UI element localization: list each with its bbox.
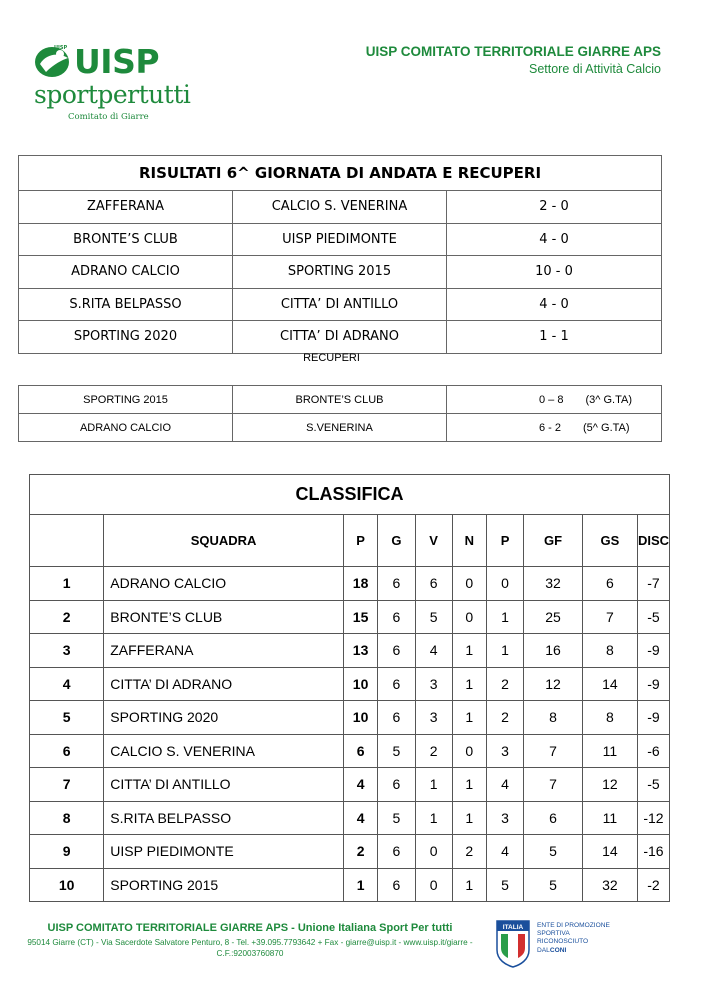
- cell-gf: 25: [524, 600, 583, 634]
- cell-g: 6: [378, 768, 415, 802]
- cell-gf: 6: [524, 801, 583, 835]
- score: 1 - 1: [447, 321, 662, 354]
- table-row: [19, 223, 662, 256]
- cell-pos: 3: [30, 634, 104, 668]
- table-row: [30, 600, 670, 634]
- cell-gf: 32: [524, 567, 583, 601]
- cell-disc: -9: [637, 634, 669, 668]
- cell-team: UISP PIEDIMONTE: [104, 835, 344, 869]
- cell-g: 5: [378, 734, 415, 768]
- table-row: [30, 768, 670, 802]
- footer-address: 95014 Giarre (CT) - Via Sacerdote Salvatore Penturo, 8 - Tel. +39.095.7793642 + Fax - giarre@uisp.it - www.uisp.it/giarre - C.F.:92003760870: [27, 938, 473, 959]
- away-team: SPORTING 2015: [233, 256, 447, 289]
- cell-gf: 7: [524, 734, 583, 768]
- cell-gf: 12: [524, 667, 583, 701]
- italia-coni-shield-icon: [496, 920, 530, 968]
- cell-p: 6: [343, 734, 377, 768]
- cell-l: 2: [486, 667, 523, 701]
- org-subtitle: Settore di Attività Calcio: [528, 62, 661, 76]
- score-cell: [447, 414, 662, 442]
- cell-n: 1: [452, 868, 486, 902]
- cell-v: 4: [415, 634, 452, 668]
- table-row: [19, 288, 662, 321]
- cell-l: 0: [486, 567, 523, 601]
- score: 4 - 0: [447, 288, 662, 321]
- cell-p: 2: [343, 835, 377, 869]
- cell-gs: 12: [582, 768, 637, 802]
- away-team: S.VENERINA: [233, 414, 447, 442]
- cell-gf: 7: [524, 768, 583, 802]
- cell-l: 5: [486, 868, 523, 902]
- coni-text: ENTE DI PROMOZIONE SPORTIVA RICONOSCIUTO DALCONI: [537, 922, 610, 954]
- header-l: P: [486, 515, 523, 567]
- table-row: [19, 386, 662, 414]
- cell-team: SPORTING 2020: [104, 701, 344, 735]
- home-team: ADRANO CALCIO: [19, 414, 233, 442]
- org-header: [366, 44, 661, 76]
- cell-g: 5: [378, 801, 415, 835]
- cell-pos: 4: [30, 667, 104, 701]
- cell-p: 1: [343, 868, 377, 902]
- cell-gs: 8: [582, 634, 637, 668]
- home-team: ADRANO CALCIO: [19, 256, 233, 289]
- away-team: CITTA’ DI ANTILLO: [233, 288, 447, 321]
- standings-header: [30, 515, 670, 567]
- cell-l: 2: [486, 701, 523, 735]
- standings-table: [29, 474, 670, 902]
- header-squadra: SQUADRA: [104, 515, 344, 567]
- cell-g: 6: [378, 600, 415, 634]
- score: 6 - 2: [539, 421, 562, 434]
- cell-v: 1: [415, 801, 452, 835]
- table-row: [30, 868, 670, 902]
- header-pos: [30, 515, 104, 567]
- table-row: [30, 701, 670, 735]
- header-g: G: [378, 515, 415, 567]
- score: 0 – 8: [539, 393, 564, 406]
- cell-pos: 8: [30, 801, 104, 835]
- home-team: BRONTE’S CLUB: [19, 223, 233, 256]
- round-note: (3^ G.TA): [585, 393, 632, 406]
- cell-pos: 7: [30, 768, 104, 802]
- away-team: CITTA’ DI ADRANO: [233, 321, 447, 354]
- logo-sub: Comitato di Giarre: [68, 112, 149, 122]
- cell-gs: 32: [582, 868, 637, 902]
- cell-pos: 6: [30, 734, 104, 768]
- table-row: [30, 667, 670, 701]
- table-row: [19, 191, 662, 224]
- cell-gs: 7: [582, 600, 637, 634]
- cell-p: 4: [343, 801, 377, 835]
- org-title: UISP COMITATO TERRITORIALE GIARRE APS: [365, 44, 661, 59]
- header-p: P: [343, 515, 377, 567]
- table-row: [19, 414, 662, 442]
- cell-p: 10: [343, 667, 377, 701]
- cell-gf: 5: [524, 868, 583, 902]
- cell-v: 0: [415, 868, 452, 902]
- table-row: [30, 734, 670, 768]
- cell-n: 1: [452, 701, 486, 735]
- cell-pos: 10: [30, 868, 104, 902]
- cell-p: 13: [343, 634, 377, 668]
- cell-p: 10: [343, 701, 377, 735]
- score: 4 - 0: [447, 223, 662, 256]
- cell-disc: -5: [637, 768, 669, 802]
- header-gs: GS: [582, 515, 637, 567]
- cell-l: 3: [486, 734, 523, 768]
- cell-disc: -9: [637, 701, 669, 735]
- table-row: [19, 256, 662, 289]
- cell-g: 6: [378, 667, 415, 701]
- cell-g: 6: [378, 634, 415, 668]
- recuperi-table: [18, 385, 662, 442]
- round-note: (5^ G.TA): [583, 421, 630, 434]
- cell-n: 0: [452, 600, 486, 634]
- cell-team: BRONTE’S CLUB: [104, 600, 344, 634]
- cell-l: 4: [486, 768, 523, 802]
- cell-p: 18: [343, 567, 377, 601]
- recuperi-label: RECUPERI: [303, 352, 360, 364]
- table-row: [30, 634, 670, 668]
- cell-g: 6: [378, 701, 415, 735]
- standings-body: [30, 567, 670, 902]
- cell-disc: -2: [637, 868, 669, 902]
- cell-gs: 14: [582, 667, 637, 701]
- header-n: N: [452, 515, 486, 567]
- cell-n: 2: [452, 835, 486, 869]
- away-team: CALCIO S. VENERINA: [233, 191, 447, 224]
- uisp-emblem-icon: [32, 42, 76, 80]
- cell-disc: -12: [637, 801, 669, 835]
- cell-pos: 9: [30, 835, 104, 869]
- header-disc: DISC: [637, 515, 669, 567]
- away-team: BRONTE’S CLUB: [233, 386, 447, 414]
- cell-team: ADRANO CALCIO: [104, 567, 344, 601]
- home-team: S.RITA BELPASSO: [19, 288, 233, 321]
- cell-l: 1: [486, 600, 523, 634]
- cell-team: S.RITA BELPASSO: [104, 801, 344, 835]
- logo-brand: UISP: [74, 42, 160, 81]
- cell-team: SPORTING 2015: [104, 868, 344, 902]
- cell-v: 6: [415, 567, 452, 601]
- cell-team: ZAFFERANA: [104, 634, 344, 668]
- table-row: [30, 835, 670, 869]
- results-title: RISULTATI 6^ GIORNATA DI ANDATA E RECUPERI: [19, 156, 662, 191]
- cell-disc: -5: [637, 600, 669, 634]
- cell-team: CALCIO S. VENERINA: [104, 734, 344, 768]
- home-team: SPORTING 2020: [19, 321, 233, 354]
- cell-n: 1: [452, 634, 486, 668]
- cell-n: 0: [452, 567, 486, 601]
- cell-p: 4: [343, 768, 377, 802]
- score: 10 - 0: [447, 256, 662, 289]
- cell-n: 1: [452, 768, 486, 802]
- header-v: V: [415, 515, 452, 567]
- cell-g: 6: [378, 567, 415, 601]
- cell-n: 1: [452, 667, 486, 701]
- cell-disc: -7: [637, 567, 669, 601]
- cell-pos: 2: [30, 600, 104, 634]
- cell-n: 1: [452, 801, 486, 835]
- cell-g: 6: [378, 835, 415, 869]
- cell-n: 0: [452, 734, 486, 768]
- cell-p: 15: [343, 600, 377, 634]
- cell-gs: 11: [582, 801, 637, 835]
- cell-l: 4: [486, 835, 523, 869]
- cell-gs: 8: [582, 701, 637, 735]
- cell-v: 1: [415, 768, 452, 802]
- cell-pos: 1: [30, 567, 104, 601]
- uisp-logo: [30, 40, 191, 125]
- cell-team: CITTA’ DI ANTILLO: [104, 768, 344, 802]
- table-row: [30, 567, 670, 601]
- table-row: [30, 801, 670, 835]
- footer-title: UISP COMITATO TERRITORIALE GIARRE APS - Unione Italiana Sport Per tutti: [47, 922, 453, 934]
- header-gf: GF: [524, 515, 583, 567]
- cell-disc: -9: [637, 667, 669, 701]
- svg-text:UISP: UISP: [54, 45, 68, 51]
- standings-title: CLASSIFICA: [30, 475, 670, 515]
- away-team: UISP PIEDIMONTE: [233, 223, 447, 256]
- cell-l: 3: [486, 801, 523, 835]
- cell-gf: 5: [524, 835, 583, 869]
- table-row: [19, 321, 662, 354]
- score: 2 - 0: [447, 191, 662, 224]
- cell-gf: 16: [524, 634, 583, 668]
- cell-l: 1: [486, 634, 523, 668]
- logo-tagline: sportpertutti: [34, 80, 191, 109]
- cell-disc: -16: [637, 835, 669, 869]
- cell-gs: 11: [582, 734, 637, 768]
- home-team: SPORTING 2015: [19, 386, 233, 414]
- results-table: [18, 155, 662, 354]
- cell-pos: 5: [30, 701, 104, 735]
- cell-g: 6: [378, 868, 415, 902]
- cell-v: 5: [415, 600, 452, 634]
- cell-team: CITTA’ DI ADRANO: [104, 667, 344, 701]
- cell-gf: 8: [524, 701, 583, 735]
- home-team: ZAFFERANA: [19, 191, 233, 224]
- svg-text:ITALIA: ITALIA: [502, 924, 524, 931]
- cell-v: 3: [415, 667, 452, 701]
- cell-gs: 14: [582, 835, 637, 869]
- footer: [20, 922, 480, 959]
- cell-v: 0: [415, 835, 452, 869]
- cell-v: 2: [415, 734, 452, 768]
- cell-v: 3: [415, 701, 452, 735]
- cell-gs: 6: [582, 567, 637, 601]
- cell-disc: -6: [637, 734, 669, 768]
- score-cell: [447, 386, 662, 414]
